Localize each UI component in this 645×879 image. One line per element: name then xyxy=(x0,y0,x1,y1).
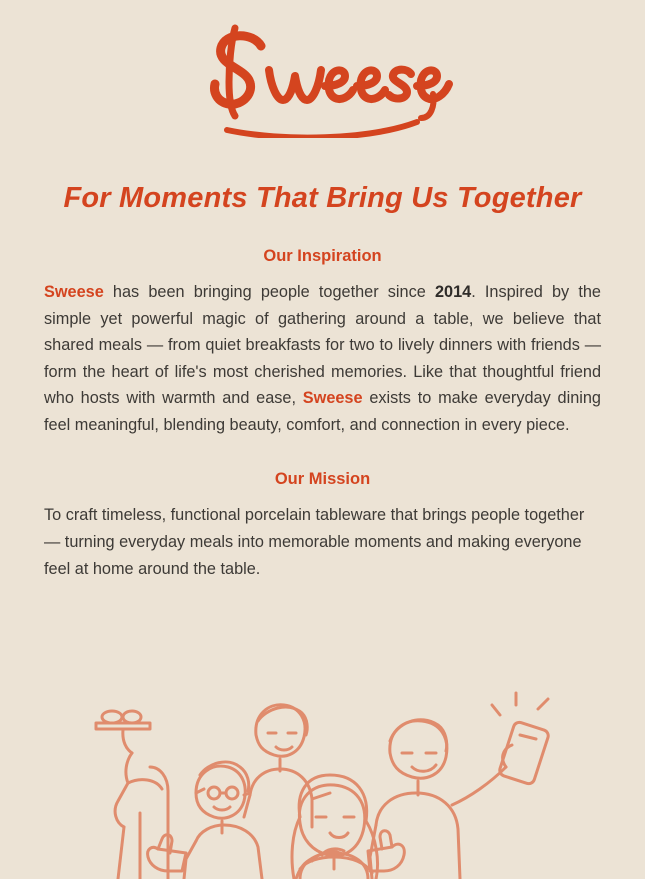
content-area xyxy=(0,247,645,582)
brand-name-inline: Sweese xyxy=(302,389,363,408)
page-tagline: For Moments That Bring Us Together xyxy=(63,182,582,214)
sweese-logo-icon xyxy=(173,18,473,138)
brand-logo xyxy=(0,0,645,140)
section-paragraph-mission: To craft timeless, functional porcelain tableware that brings people together — turning everyday meals into memorable moments and making everyone feel at home around the table. xyxy=(44,506,585,578)
section-heading-inspiration: Our Inspiration xyxy=(263,247,382,265)
section-paragraph-inspiration: Sweese has been bringing people together since 2014. Inspired by the simple yet powerful magic of gathering around a table, we believe that shared meals — from quiet breakfasts for two to lively dinners with friends — form the heart of life's most cherished memories. Like that thoughtful friend who hosts with warmth and ease, Sweese exists to make everyday dining feel meaningful, blending beauty, comfort, and connection in every piece. xyxy=(44,283,601,434)
brand-name-inline: Sweese xyxy=(44,283,104,301)
friends-illustration xyxy=(0,617,645,879)
founding-year-inline: 2014 xyxy=(434,283,472,301)
section-heading-mission: Our Mission xyxy=(274,470,371,489)
